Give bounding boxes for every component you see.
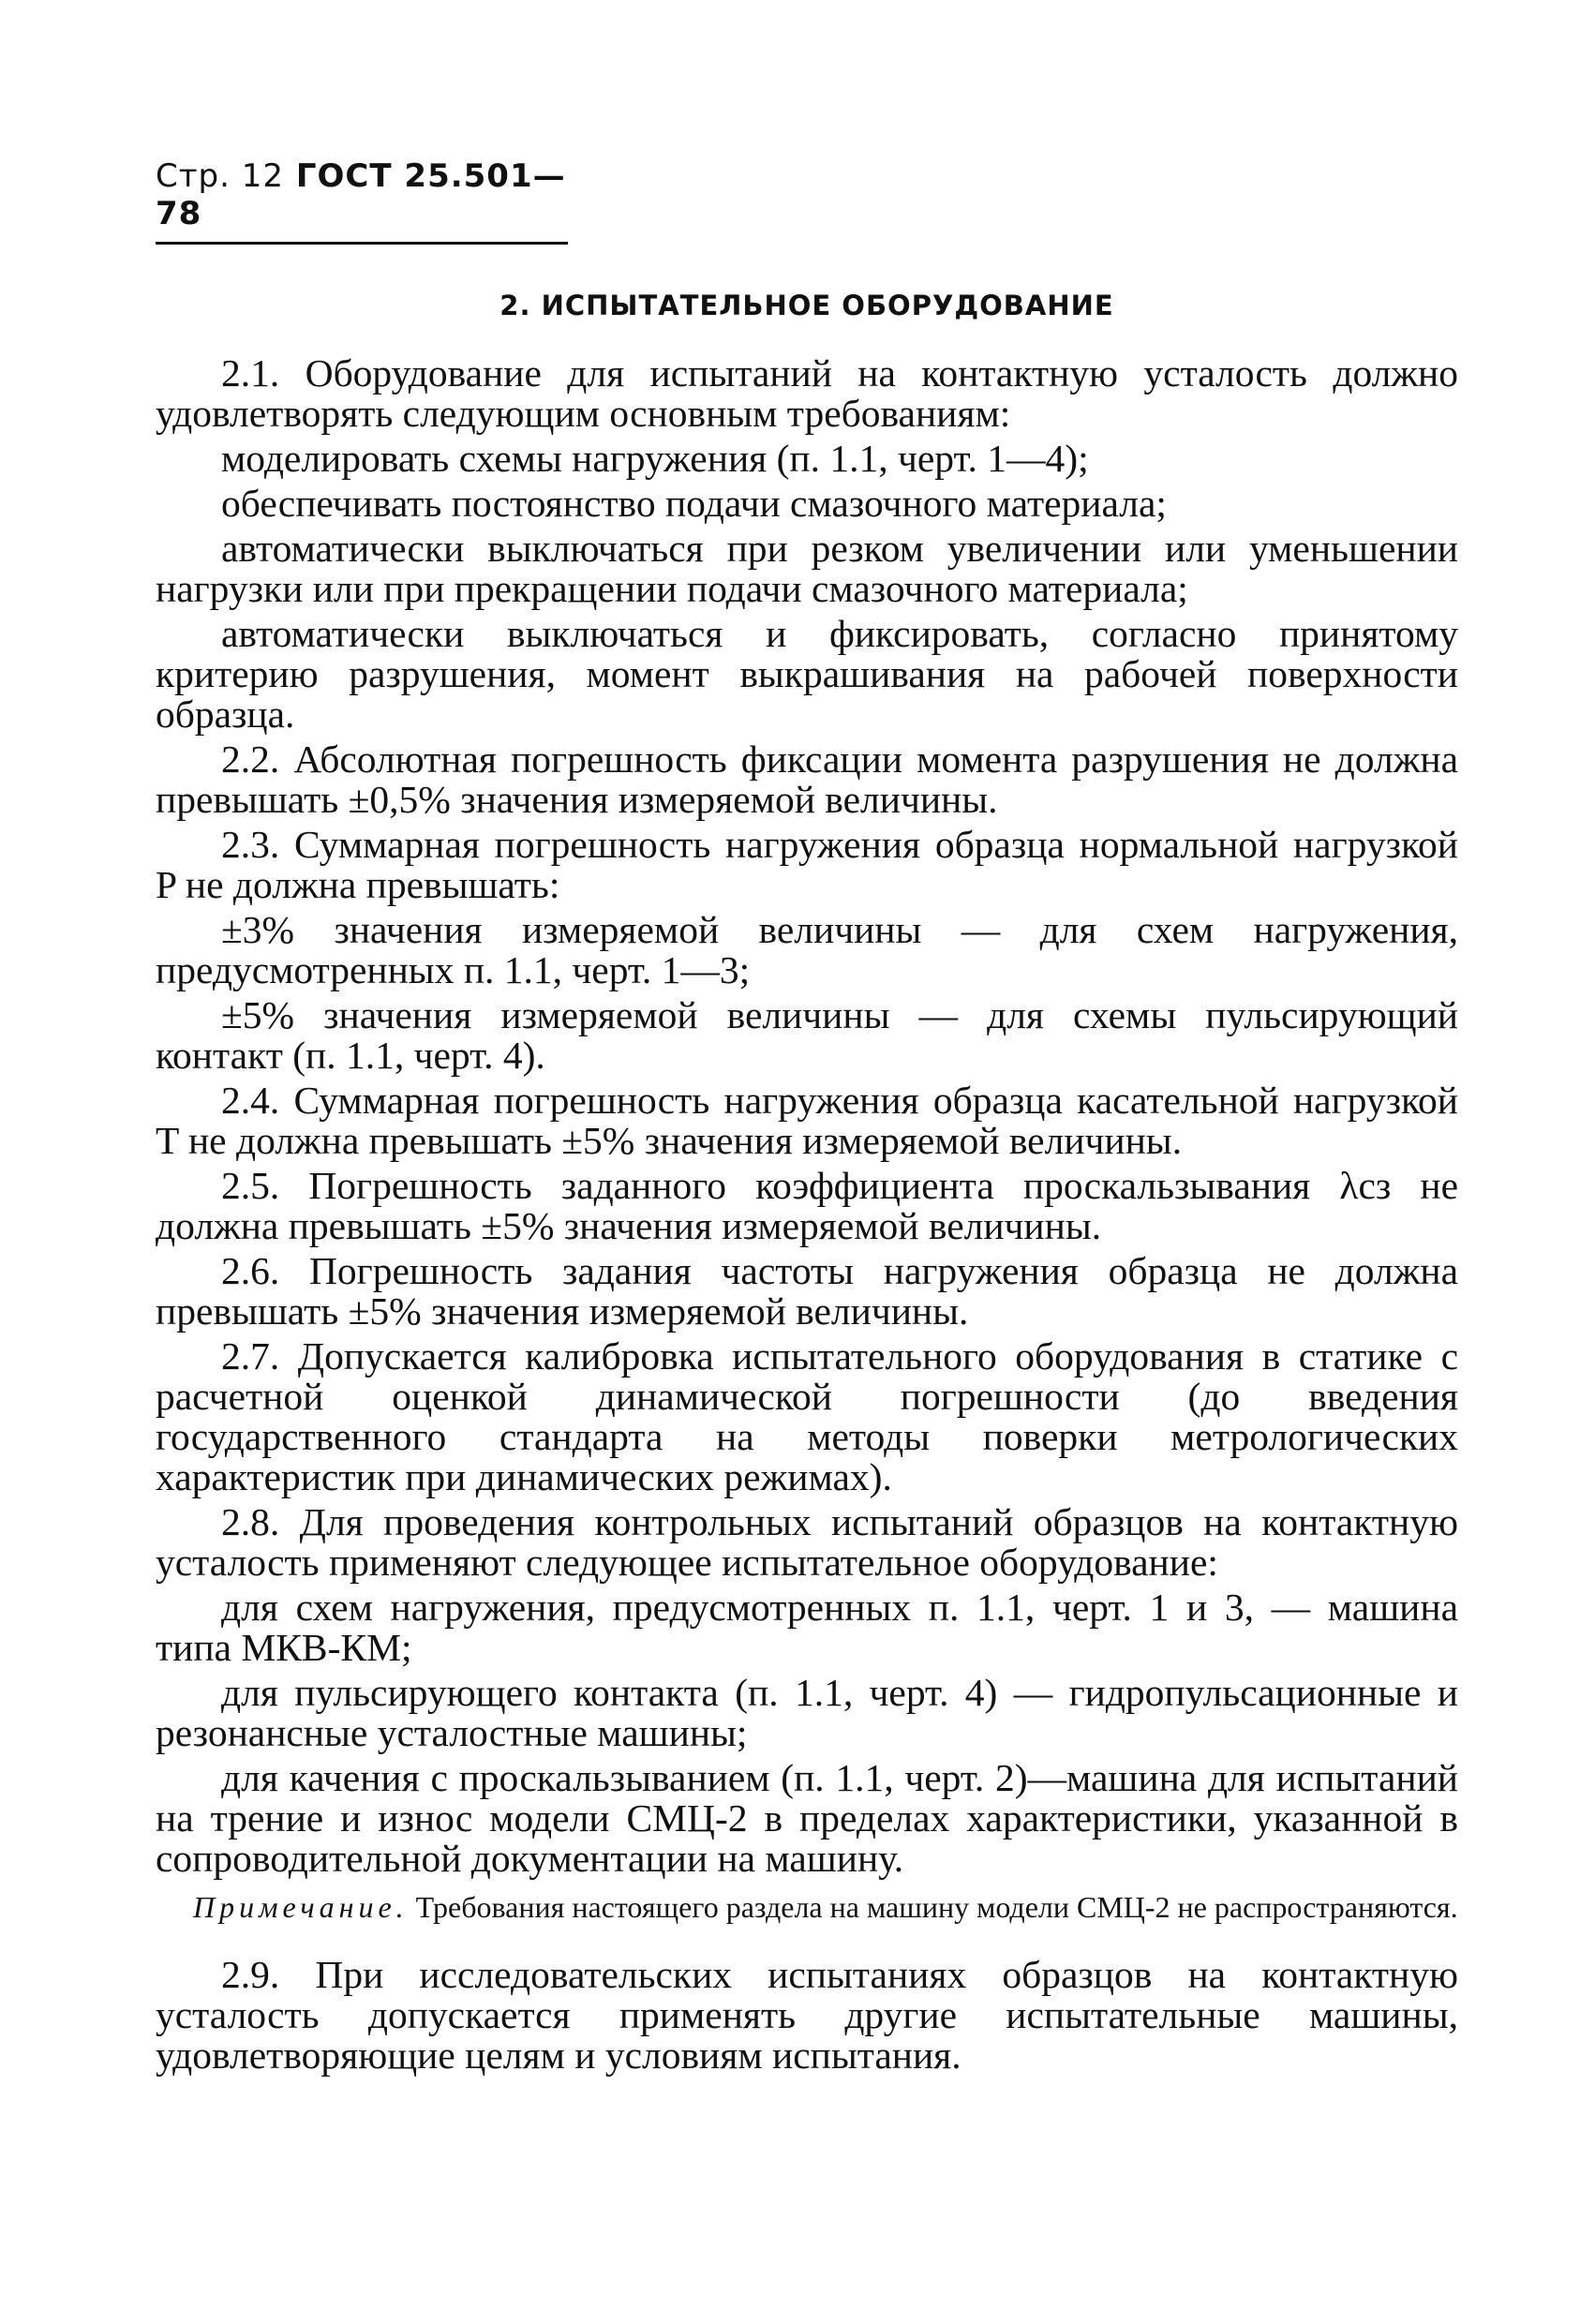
paragraph-2-9: 2.9. При исследовательских испытаниях образцов на контактную усталость допускается применять другие испытательные машины, удовлетворяющие целям и условиям испытания. [156, 1953, 1458, 2077]
page-number-label: Стр. 12 [156, 157, 285, 195]
paragraph-2-7: 2.7. Допускается калибровка испытательного оборудования в статике с расчетной оценкой динамической погрешности (до введения государственного стандарта на методы поверки метрологических характеристик при динамических режимах). [156, 1334, 1458, 1498]
equipment-item: для качения с проскальзыванием (п. 1.1, черт. 2)—машина для испытаний на трение и износ модели СМЦ-2 в пределах характеристики, указанной в сопроводительной документации на машину. [156, 1756, 1458, 1880]
section-title: 2. ИСПЫТАТЕЛЬНОЕ ОБОРУДОВАНИЕ [499, 290, 1114, 321]
note-label: Примечание. [193, 1890, 409, 1924]
body-text [156, 353, 1458, 1879]
paragraph-2-5: 2.5. Погрешность заданного коэффициента проскальзывания λcз не должна превышать ±5% значения измеряемой величины. [156, 1164, 1458, 1247]
paragraph-2-2: 2.2. Абсолютная погрешность фиксации момента разрушения не должна превышать ±0,5% значения измеряемой величины. [156, 737, 1458, 821]
requirement-item: моделировать схемы нагружения (п. 1.1, черт. 1—4); [221, 437, 1089, 480]
note-text: Требования настоящего раздела на машину модели СМЦ-2 не распространяются. [415, 1890, 1458, 1924]
page-header [156, 157, 568, 245]
equipment-item: для схем нагружения, предусмотренных п. 1.1, черт. 1 и 3, — машина типа МКВ-КМ; [156, 1586, 1458, 1669]
tolerance-item: ±3% значения измеряемой величины — для схем нагружения, предусмотренных п. 1.1, черт. 1—3; [156, 908, 1458, 991]
note [156, 1890, 1458, 1925]
paragraph-2-4: 2.4. Суммарная погрешность нагружения образца касательной нагрузкой T не должна превышать ±5% значения измеряемой величины. [156, 1079, 1458, 1162]
equipment-item: для пульсирующего контакта (п. 1.1, черт. 4) — гидропульсационные и резонансные усталостные машины; [156, 1671, 1458, 1754]
paragraph-2-8: 2.8. Для проведения контрольных испытаний образцов на контактную усталость применяют следующее испытательное оборудование: [156, 1500, 1458, 1584]
requirement-item: обеспечивать постоянство подачи смазочного материала; [221, 482, 1167, 525]
body-text-end [156, 1955, 1458, 2076]
requirement-item: автоматически выключаться при резком увеличении или уменьшении нагрузки или при прекращении подачи смазочного материала; [156, 527, 1458, 610]
standard-code: ГОСТ 25.501—78 [156, 157, 566, 232]
requirement-item: автоматически выключаться и фиксировать, согласно принятому критерию разрушения, момент выкрашивания на рабочей поверхности образца. [156, 612, 1458, 736]
document-page [156, 157, 1458, 2080]
paragraph-2-3: 2.3. Суммарная погрешность нагружения образца нормальной нагрузкой P не должна превышать: [156, 823, 1458, 906]
tolerance-item: ±5% значения измеряемой величины — для схемы пульсирующий контакт (п. 1.1, черт. 4). [156, 993, 1458, 1077]
paragraph-2-6: 2.6. Погрешность задания частоты нагружения образца не должна превышать ±5% значения измеряемой величины. [156, 1249, 1458, 1333]
paragraph-2-1: 2.1. Оборудование для испытаний на контактную усталость должно удовлетворять следующим основным требованиям: [156, 351, 1458, 435]
